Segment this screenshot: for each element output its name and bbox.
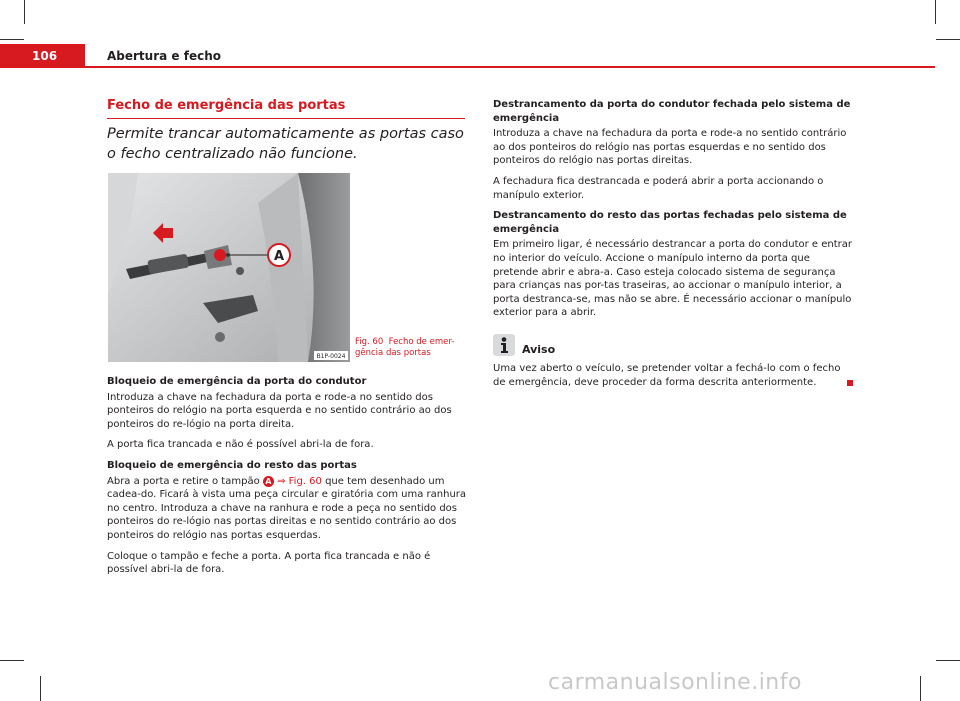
paragraph: Coloque o tampão e feche a porta. A porta fica trancada e não é possível abri-la de fora. [107,550,431,576]
notice-text: Uma vez aberto o veículo, se pretender voltar a fechá-lo com o fecho de emergência, deve proceder da forma descrita anteriormente. [493,362,841,388]
figure-code: B1P-0024 [316,353,346,360]
notice-header [493,334,853,356]
callout-a: A [263,476,274,487]
crop-mark [936,39,960,40]
watermark: carmanualsonline.info [548,670,802,695]
chapter-title: Abertura e fecho [107,49,221,63]
paragraph [107,475,469,543]
crop-mark [936,660,960,661]
section-subtitle: Permite trancar automaticamente as portas caso o fecho centralizado não funcione. [107,126,464,162]
door-lock-figure [108,173,350,362]
crop-mark [920,676,921,701]
paragraph: Em primeiro ligar, é necessário destrancar a porta do condutor e entrar no interior do veículo. Accione o manípulo interno da porta que pretende abrir e abra-a. Caso esteja colocado sistema de segurança para crianças nas por-tas traseiras, ao accionar o manípulo interior, a porta destranca-se, mas não se abre. É necessário accionar o manípulo exterior para a abrir. [493,239,852,319]
paragraph: A fechadura fica destrancada e poderá abrir a porta accionando o manípulo exterior. [493,175,824,201]
header-rule [0,66,935,68]
figure-caption-label: Fig. 60 [355,337,384,347]
crop-mark [24,0,25,24]
figure-caption-text: Fecho de emer-gência das portas [355,337,455,358]
notice-title: Aviso [522,342,556,356]
subheading: Destrancamento do resto das portas fechadas pelo sistema de emergência [493,210,847,235]
crop-mark [0,39,24,40]
figure-reference-link[interactable]: ⇒ Fig. 60 [277,475,322,487]
crop-mark [935,0,936,24]
page-number: 106 [0,44,85,66]
crop-mark [40,676,41,701]
paragraph: Introduza a chave na fechadura da porta e rode-a no sentido contrário ao dos ponteiros do relógio nas portas esquerdas e no sentido dos ponteiros do relógio nas portas direitas. [493,128,847,167]
subheading: Destrancamento da porta do condutor fechada pelo sistema de emergência [493,99,851,124]
end-of-section-mark [847,380,853,386]
door-lock-illustration [108,173,350,362]
subheading: Bloqueio de emergência da porta do condutor [107,376,367,387]
notice-body [493,362,853,389]
paragraph: A porta fica trancada e não é possível abri-la de fora. [107,439,374,451]
figure-caption [355,337,465,359]
subheading: Bloqueio de emergência do resto das portas [107,459,357,471]
paragraph-text: que tem desenhado um cadea-do. Ficará à vista uma peça circular e giratória com uma ranhura no centro. Introduza a chave na ranhura e rode a peça no sentido dos ponteiros do re-lógio nas portas direitas e no sentido contrário ao dos ponteiros do relógio nas portas esquerdas. [107,475,467,541]
figure-callout: A [273,249,285,264]
paragraph: Introduza a chave na fechadura da porta e rode-a no sentido dos ponteiros do relógio na porta esquerda e no sentido contrário ao dos ponteiros do re-lógio na porta direita. [107,391,452,430]
crop-mark [0,660,24,661]
paragraph-text: Abra a porta e retire o tampão [107,475,260,487]
section-heading: Fecho de emergência das portas [107,98,465,119]
left-column [107,375,469,584]
right-column [493,98,853,396]
info-icon [493,334,515,356]
